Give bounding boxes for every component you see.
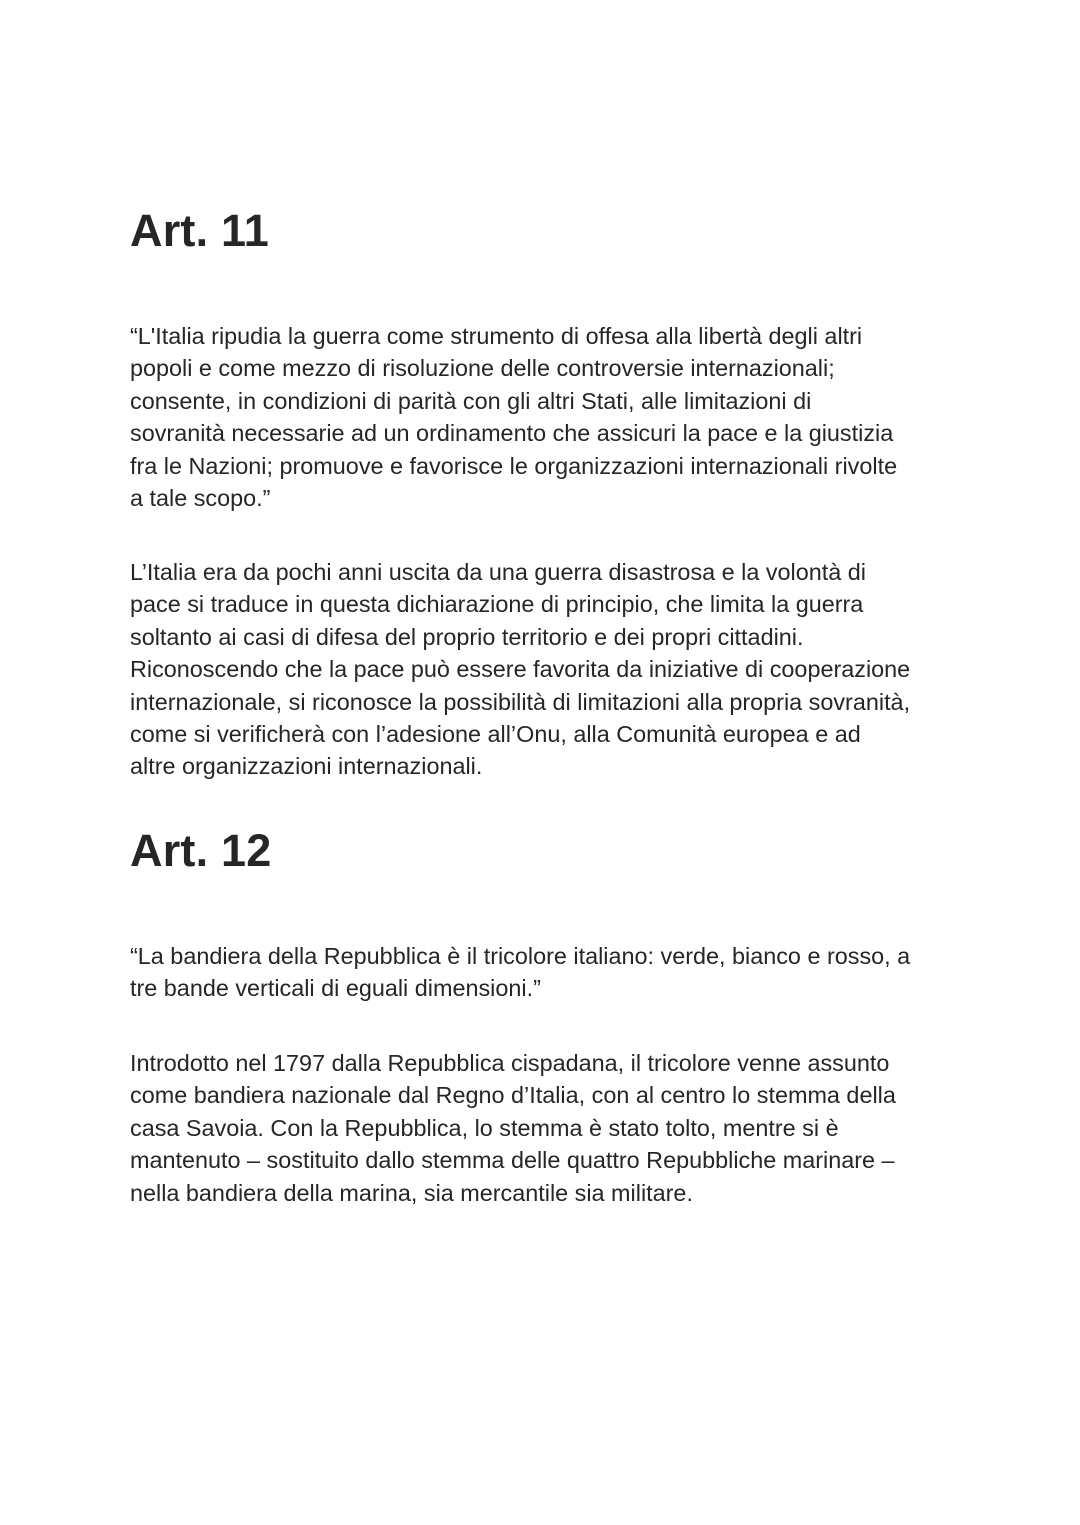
article-12-heading: Art. 12 xyxy=(130,825,272,876)
article-11-heading: Art. 11 xyxy=(130,205,269,256)
article-12-quote: “La bandiera della Repubblica è il tricolore italiano: verde, bianco e rosso, a tre bande verticali di eguali dimensioni.” xyxy=(130,943,911,1002)
article-11-quote: “L'Italia ripudia la guerra come strumento di offesa alla libertà degli altri popoli e come mezzo di risoluzione delle controversie internazionali; consente, in condizioni di parità con gli altri Stati, alle limitazioni di sovranità necessarie ad un ordinamento che assicuri la pace e la giustizia fra le Nazioni; promuove e favorisce le organizzazioni internazionali rivolte a tale scopo.” xyxy=(130,323,898,512)
article-12-commentary: Introdotto nel 1797 dalla Repubblica cispadana, il tricolore venne assunto come bandiera nazionale dal Regno d’Italia, con al centro lo stemma della casa Savoia. Con la Repubblica, lo stemma è stato tolto, mentre si è mantenuto – sostituito dallo stemma delle quattro Repubbliche marinare – nella bandiera della marina, sia mercantile sia militare. xyxy=(130,1050,896,1206)
article-11-commentary: L’Italia era da pochi anni uscita da una guerra disastrosa e la volontà di pace si traduce in questa dichiarazione di principio, che limita la guerra soltanto ai casi di difesa del proprio territorio e dei propri cittadini. Riconoscendo che la pace può essere favorita da iniziative di cooperazione internazionale, si riconosce la possibilità di limitazioni alla propria sovranità, come si verificherà con l’adesione all’Onu, alla Comunità europea e ad altre organizzazioni internazionali. xyxy=(130,559,911,780)
